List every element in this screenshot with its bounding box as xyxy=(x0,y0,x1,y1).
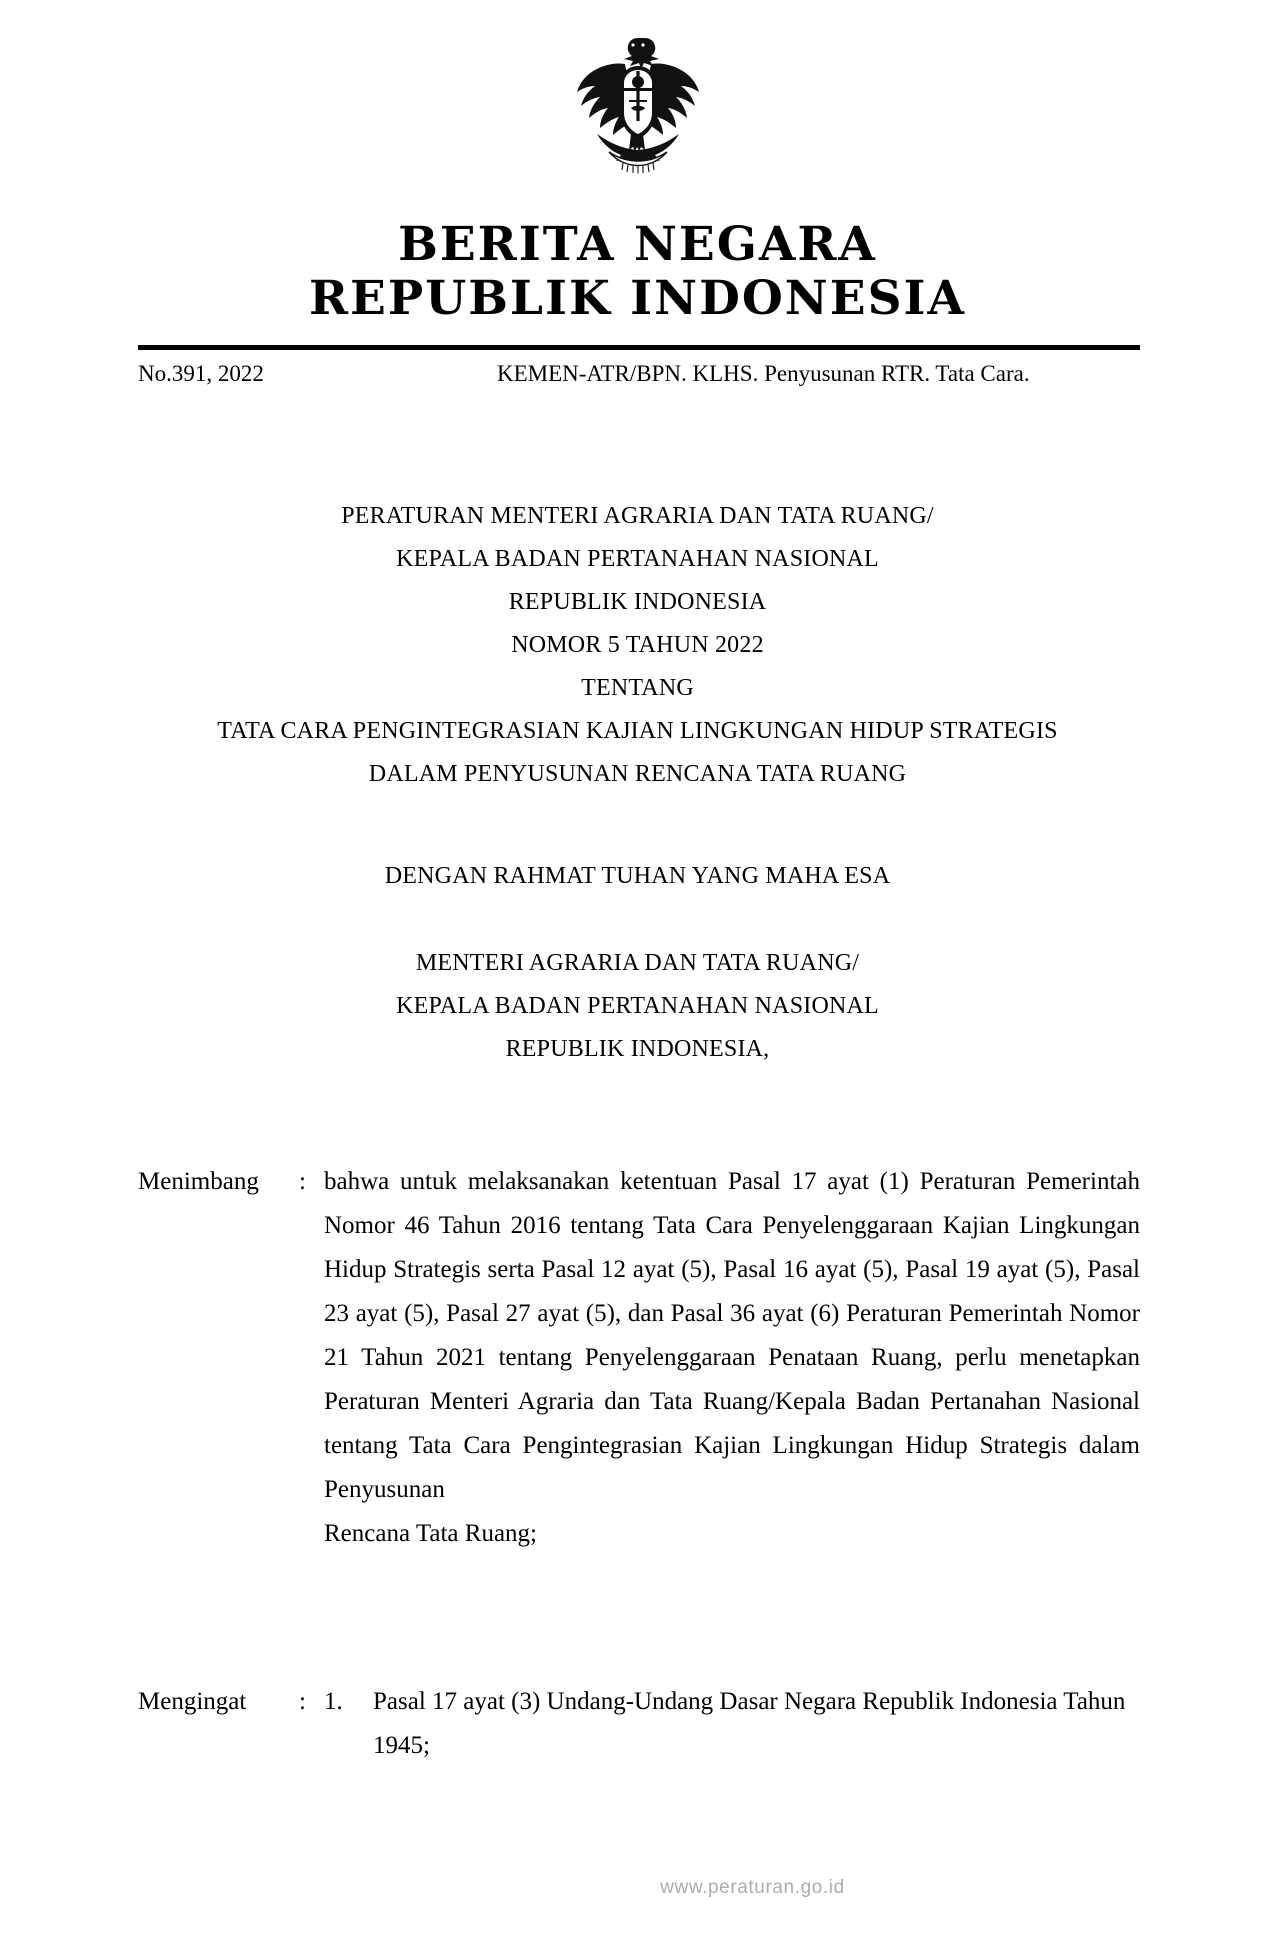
clause-menimbang-label: Menimbang xyxy=(138,1168,259,1195)
clause-menimbang-body xyxy=(324,1160,1140,1556)
authority-line-2: KEPALA BADAN PERTANAHAN NASIONAL xyxy=(396,993,879,1019)
title-line-subject-1: TATA CARA PENGINTEGRASIAN KAJIAN LINGKUNGAN HIDUP STRATEGIS xyxy=(217,718,1058,744)
clause-menimbang-body-main: bahwa untuk melaksanakan ketentuan Pasal 17 ayat (1) Peraturan Pemerintah Nomor 46 Tahun 2016 tentang Tata Cara Penyelenggaraan Kajian Lingkungan Hidup Strategis serta Pasal 12 ayat (5), Pasal 16 ayat (5), Pasal 19 ayat (5), Pasal 23 ayat (5), Pasal 27 ayat (5), dan Pasal 36 ayat (6) Peraturan Pemerintah Nomor 21 Tahun 2021 tentang Penyelenggaraan Penataan Ruang, perlu menetapkan Peraturan Menteri Agraria dan Tata Ruang/Kepala Badan Pertanahan Nasional tentang Tata Cara Pengintegrasian Kajian Lingkungan Hidup Strategis dalam Penyusunan xyxy=(324,1168,1140,1503)
clause-mengingat-label: Mengingat xyxy=(138,1688,247,1715)
masthead-divider xyxy=(138,345,1140,350)
authority-line-1: MENTERI AGRARIA DAN TATA RUANG/ xyxy=(415,950,860,976)
clause-menimbang-colon: : xyxy=(299,1168,306,1195)
emblem-container xyxy=(0,30,1275,180)
title-line-institution-3: REPUBLIK INDONESIA xyxy=(508,589,767,615)
title-line-subject-2: DALAM PENYUSUNAN RENCANA TATA RUANG xyxy=(368,761,907,787)
footer-url: www.peraturan.go.id xyxy=(660,1877,845,1898)
authority-block xyxy=(0,942,1275,1071)
gazette-number: No.391, 2022 xyxy=(138,361,264,386)
preamble-invocation-block xyxy=(0,855,1275,898)
clause-mengingat-item-text: Pasal 17 ayat (3) Undang-Undang Dasar Negara Republik Indonesia Tahun 1945; xyxy=(373,1688,1126,1759)
gazette-subject: KEMEN-ATR/BPN. KLHS. Penyusunan RTR. Tata Cara. xyxy=(497,361,1030,386)
masthead-line-2: REPUBLIK INDONESIA xyxy=(308,271,966,326)
title-line-tentang: TENTANG xyxy=(581,675,694,701)
clause-menimbang-body-tail: Rencana Tata Ruang; xyxy=(324,1520,537,1547)
regulation-title-block xyxy=(0,495,1275,796)
authority-line-3: REPUBLIK INDONESIA, xyxy=(505,1036,770,1062)
title-line-institution-1: PERATURAN MENTERI AGRARIA DAN TATA RUANG/ xyxy=(341,503,934,529)
page-footer xyxy=(0,1877,1275,1899)
invocation-line: DENGAN RAHMAT TUHAN YANG MAHA ESA xyxy=(384,863,891,889)
title-line-number: NOMOR 5 TAHUN 2022 xyxy=(511,632,764,658)
title-line-institution-2: KEPALA BADAN PERTANAHAN NASIONAL xyxy=(396,546,879,572)
clause-mengingat-item-number: 1. xyxy=(324,1688,343,1715)
clause-mengingat-colon: : xyxy=(299,1688,306,1715)
garuda-pancasila-emblem xyxy=(563,30,713,175)
masthead xyxy=(0,218,1275,326)
masthead-line-1: BERITA NEGARA xyxy=(398,217,877,272)
